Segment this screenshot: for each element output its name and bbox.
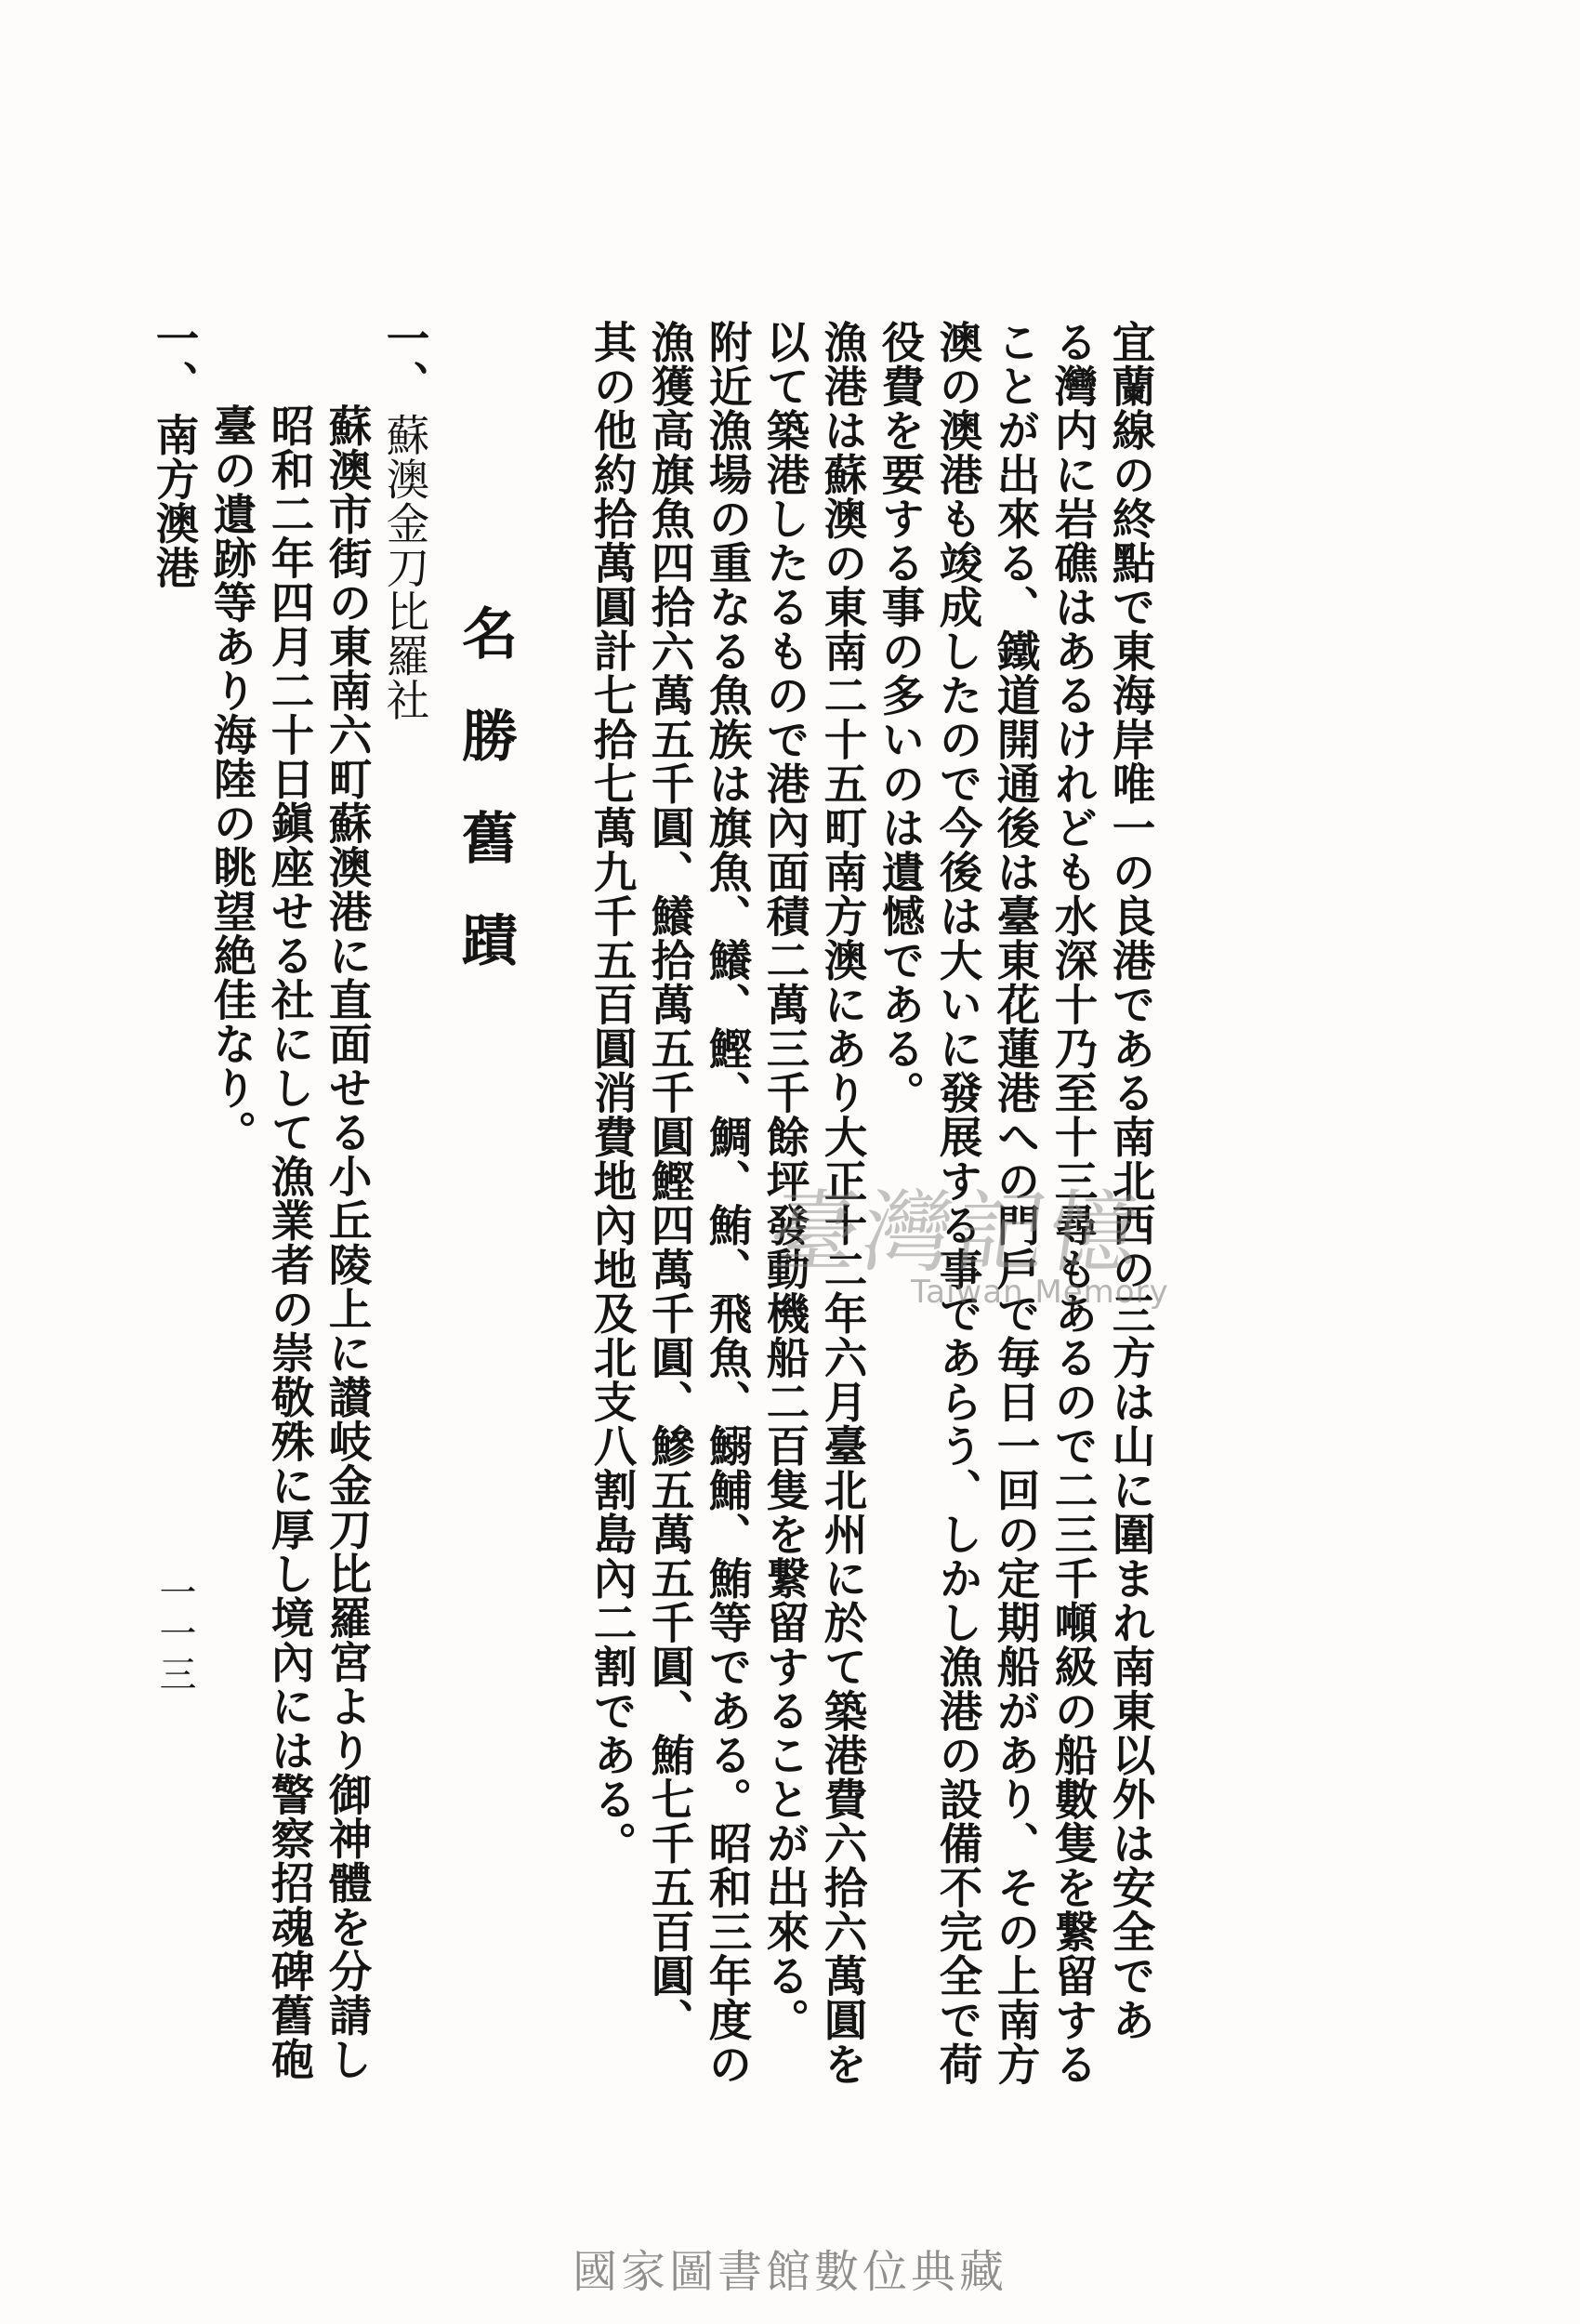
text-column: 宜蘭線の終點で東海岸唯一の良港である南北西の三方は山に圍まれ南東以外は安全であ bbox=[1105, 320, 1157, 2042]
text-column: 其の他約拾萬圓計七拾七萬九千五百圓消費地內地及北支八割島內二割である。 bbox=[586, 320, 639, 1866]
text-column: 役費を要する事の多いのは遺憾である。 bbox=[875, 320, 927, 1115]
text-column: 昭和二年四月二十日鎭座せる社にして漁業者の崇敬殊に厚し境內には警察招魂碑舊砲 bbox=[264, 403, 316, 2081]
item-title: 蘇澳金刀比羅社 bbox=[379, 413, 430, 722]
footer-text: 國家圖書館數位典藏 bbox=[572, 2246, 1007, 2298]
text-column: ことが出來る、鐵道開通後は臺東花蓮港への門戶で毎日一回の定期船があり、その上南方 bbox=[990, 320, 1042, 2086]
page-number: 一一三 bbox=[153, 1573, 196, 1696]
text-column: 漁港は蘇澳の東南二十五町南方澳にあり大正十二年六月臺北州に於て築港費六拾六萬圓を bbox=[817, 320, 869, 2086]
watermark-subtitle: Taiwan Memory bbox=[911, 1274, 1169, 1311]
watermark-logo: 臺灣記憶 bbox=[763, 1181, 1150, 1285]
list-bullet: 一、 bbox=[149, 316, 201, 404]
text-column: 附近漁場の重なる魚族は旗魚、鱶、鰹、鯛、鮪、飛魚、鰯鯆、鮪等である。昭和三年度の bbox=[702, 320, 754, 2086]
section-heading: 名勝舊蹟 bbox=[453, 604, 518, 1013]
text-column: る灣内に岩礁はあるけれども水深十乃至十三尋もあるので二三千噸級の船數隻を繋留する bbox=[1047, 320, 1099, 2086]
text-column: 漁獲高旗魚四拾六萬五千圓、鱶拾萬五千圓鰹四萬千圓、鰺五萬五千圓、鮪七千五百圓、 bbox=[644, 320, 696, 2042]
item-title: 南方澳港 bbox=[149, 413, 201, 589]
text-column: 蘇澳市街の東南六町蘇澳港に直面せる小丘陵上に讃岐金刀比羅宮より御神體を分請し bbox=[322, 403, 374, 2081]
text-column: 臺の遺跡等あり海陸の眺望絶佳なり。 bbox=[206, 403, 258, 1155]
text-column: 澳の澳港も竣成したので今後は大いに發展する事であらう、しかし漁港の設備不完全で荷 bbox=[932, 320, 984, 2086]
text-column: 以て築港したるもので港內面積二萬三千餘坪發動機船二百隻を繋留することが出來る。 bbox=[759, 320, 811, 2042]
list-bullet: 一、 bbox=[379, 316, 431, 404]
